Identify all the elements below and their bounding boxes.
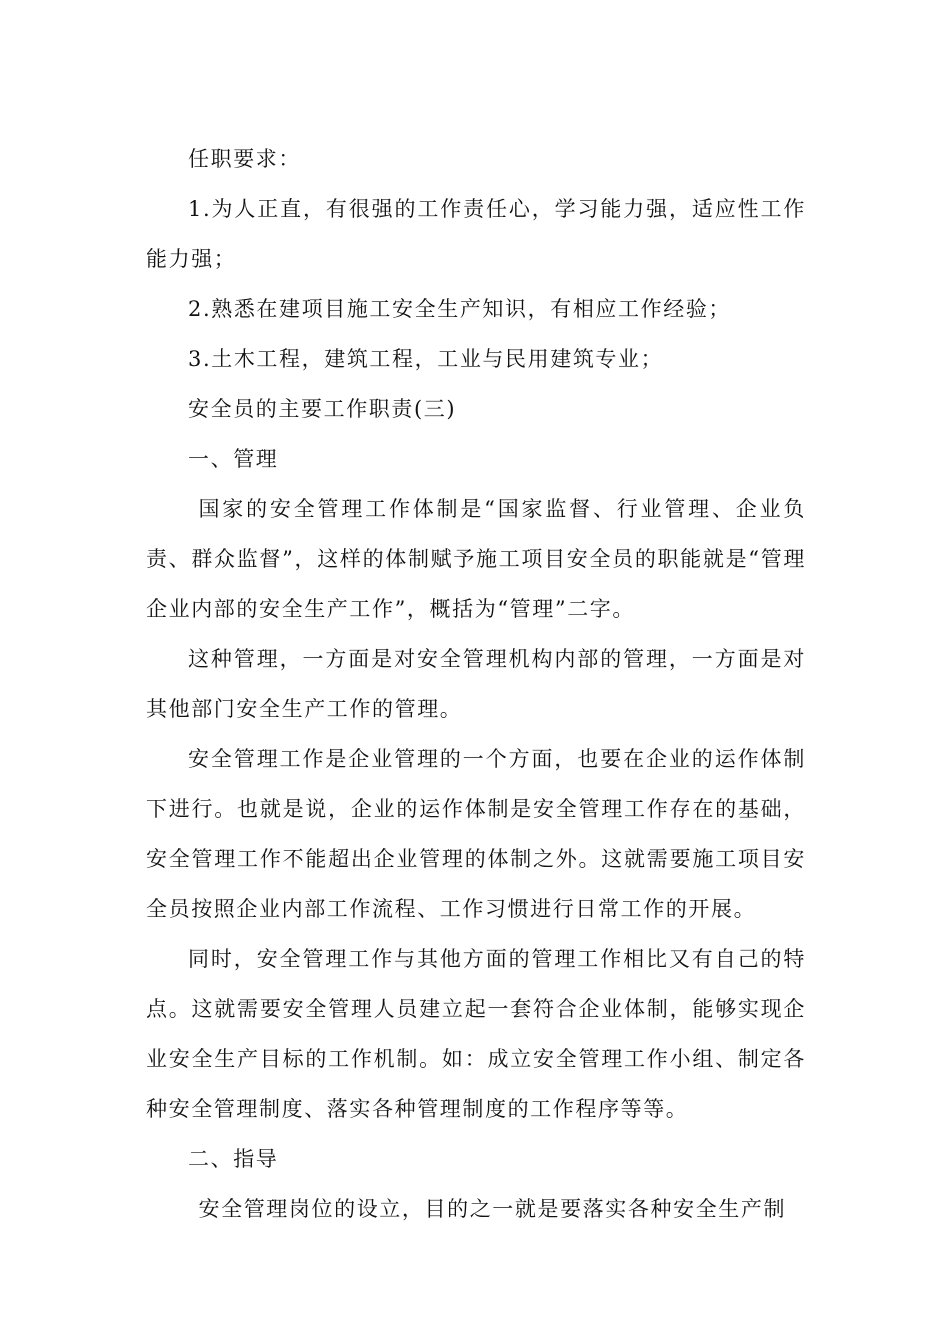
- requirement-item-2: 2.熟悉在建项目施工安全生产知识，有相应工作经验；: [188, 297, 732, 321]
- requirements-heading: 任职要求：: [188, 147, 301, 171]
- body-paragraph: 安全管理工作是企业管理的一个方面，也要在企业的运作体制下进行。也就是说，企业的运作体制是安全管理工作存在的基础，安全管理工作不能超出企业管理的体制之外。这就需要施工项目安全员按照企业内部工作流程、工作习惯进行日常工作的开展。: [146, 747, 806, 921]
- body-paragraph: 同时，安全管理工作与其他方面的管理工作相比又有自己的特点。这就需要安全管理人员建立起一套符合企业体制，能够实现企业安全生产目标的工作机制。如：成立安全管理工作小组、制定各种安全管理制度、落实各种管理制度的工作程序等等。: [146, 947, 806, 1121]
- requirement-item-3: 3.土木工程，建筑工程，工业与民用建筑专业；: [188, 347, 664, 371]
- body-paragraph: 安全管理岗位的设立，目的之一就是要落实各种安全生产制: [198, 1197, 787, 1221]
- requirement-item-1: 1.为人正直，有很强的工作责任心，学习能力强，适应性工作能力强；: [146, 197, 806, 271]
- body-paragraph: 这种管理，一方面是对安全管理机构内部的管理，一方面是对其他部门安全生产工作的管理。: [146, 647, 806, 721]
- subheading-guidance: 二、指导: [188, 1147, 279, 1171]
- subheading-management: 一、管理: [188, 447, 279, 471]
- section-title: 安全员的主要工作职责(三): [188, 397, 457, 421]
- document-body: [146, 134, 806, 1234]
- body-paragraph: 国家的安全管理工作体制是“国家监督、行业管理、企业负责、群众监督”，这样的体制赋予施工项目安全员的职能就是“管理企业内部的安全生产工作”，概括为“管理”二字。: [146, 497, 806, 621]
